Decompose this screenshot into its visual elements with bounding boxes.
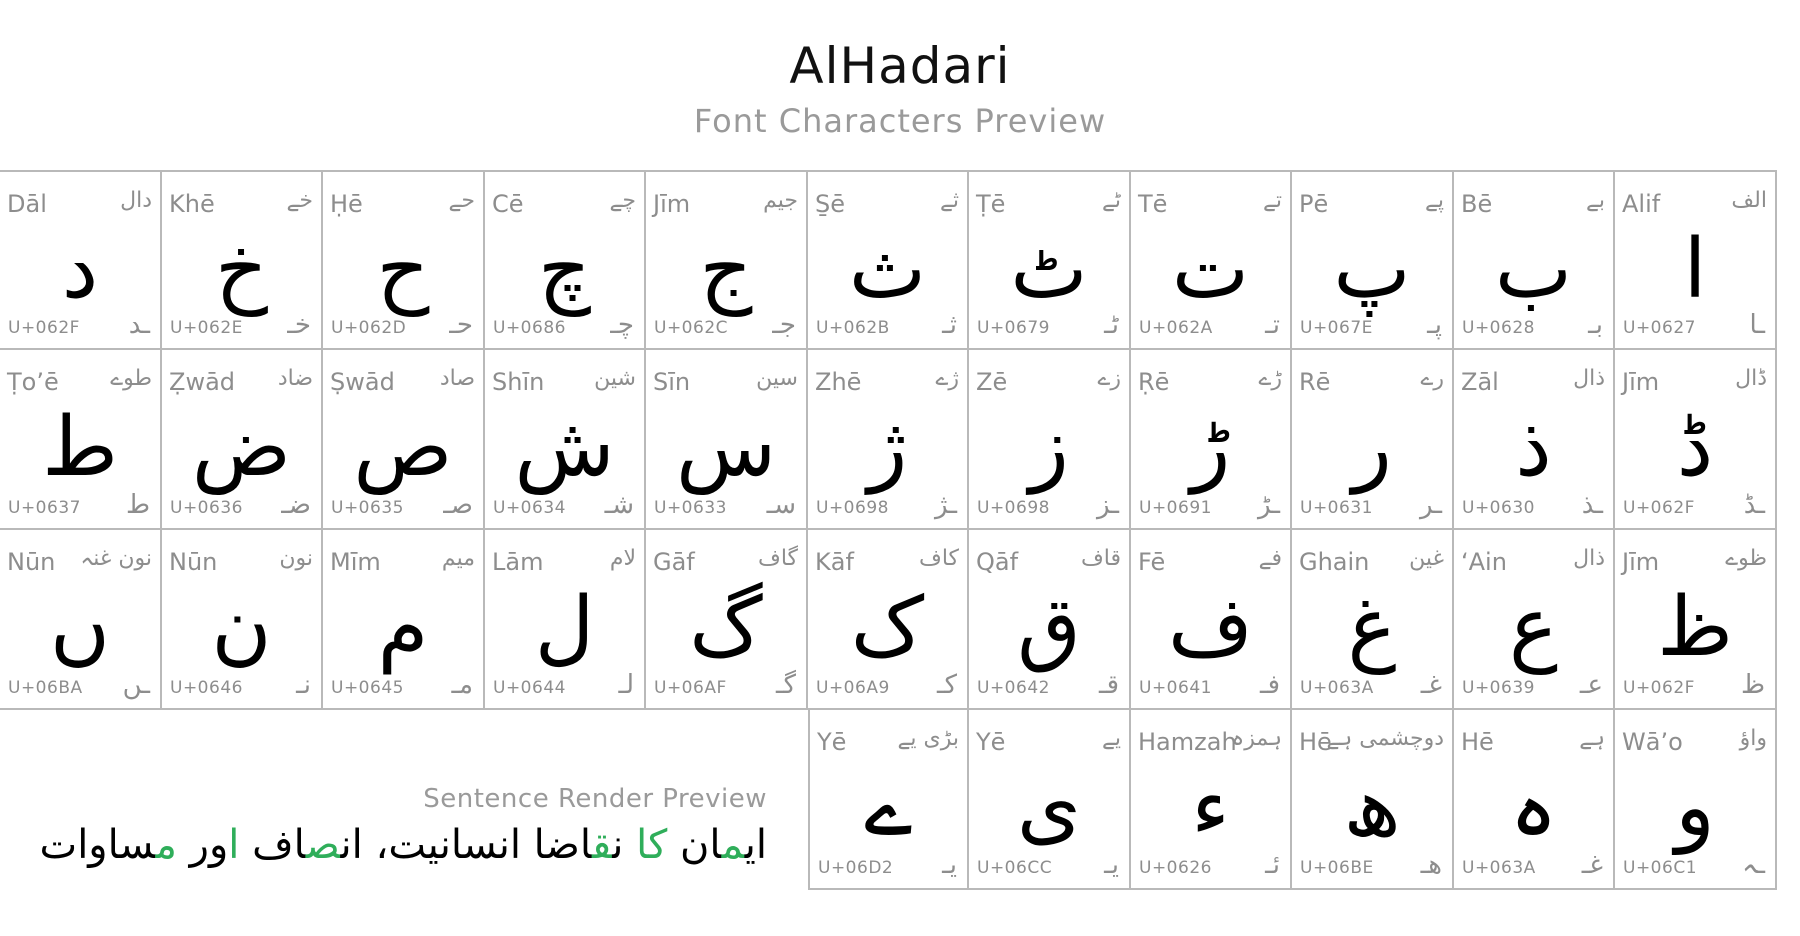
character-cell bbox=[808, 530, 969, 710]
character-codepoint: U+0626 bbox=[1139, 858, 1212, 878]
sentence-accent-segment: ا bbox=[228, 822, 240, 868]
character-name: Yē bbox=[817, 728, 847, 756]
character-joined-form: گـ bbox=[776, 670, 796, 700]
sentence-segment: اف bbox=[239, 822, 306, 868]
character-joined-form: عـ bbox=[1579, 670, 1603, 700]
character-glyph: ہ bbox=[1509, 760, 1558, 855]
character-cell bbox=[646, 170, 808, 350]
sentence-segment: انسانیت، ان bbox=[340, 822, 521, 868]
character-cell bbox=[1292, 530, 1454, 710]
character-name: S̱ē bbox=[815, 190, 845, 218]
character-cell bbox=[0, 530, 162, 710]
character-glyph: ٹ bbox=[1010, 222, 1088, 317]
character-urdu-name: کاف bbox=[919, 546, 959, 571]
character-joined-form: حـ bbox=[449, 310, 473, 340]
character-cell bbox=[485, 350, 646, 530]
character-cell bbox=[808, 170, 969, 350]
character-joined-form: شـ bbox=[604, 490, 634, 520]
character-name: Hē bbox=[1461, 728, 1494, 756]
character-name: Ṛē bbox=[1138, 368, 1170, 396]
character-urdu-name: ضاد bbox=[277, 366, 313, 391]
character-urdu-name: خے bbox=[286, 188, 313, 213]
character-name: Nūn bbox=[169, 548, 218, 576]
character-codepoint: U+0644 bbox=[493, 678, 566, 698]
character-cell bbox=[1292, 170, 1454, 350]
character-glyph: ط bbox=[42, 400, 118, 495]
character-urdu-name: صاد bbox=[439, 366, 475, 391]
character-codepoint: U+0636 bbox=[170, 498, 243, 518]
character-name: Rē bbox=[1299, 368, 1331, 396]
character-cell bbox=[1454, 710, 1615, 890]
character-joined-form: ـژ bbox=[935, 490, 957, 520]
character-urdu-name: تے bbox=[1262, 188, 1282, 213]
character-name: Sīn bbox=[653, 368, 691, 396]
character-name: Ṣwād bbox=[330, 368, 395, 396]
sentence-segment: اضا bbox=[520, 822, 593, 868]
character-glyph: ش bbox=[514, 400, 615, 495]
character-cell bbox=[1131, 170, 1292, 350]
character-name: Ẓwād bbox=[169, 368, 236, 396]
character-codepoint: U+06A9 bbox=[816, 678, 890, 698]
character-grid bbox=[0, 170, 1800, 900]
character-urdu-name: ڈال bbox=[1735, 366, 1767, 391]
character-joined-form: ضـ bbox=[281, 490, 311, 520]
character-urdu-name: غین bbox=[1409, 546, 1444, 571]
character-codepoint: U+062F bbox=[1623, 498, 1695, 518]
character-cell bbox=[1292, 350, 1454, 530]
character-urdu-name: پے bbox=[1424, 188, 1444, 213]
sentence-accent-segment: ق bbox=[592, 822, 613, 868]
character-urdu-name: بڑی یے bbox=[897, 726, 959, 751]
character-urdu-name: رے bbox=[1420, 366, 1444, 391]
character-urdu-name: ہمزہ bbox=[1231, 726, 1282, 751]
character-glyph: ک bbox=[850, 580, 925, 675]
character-joined-form: ـذ bbox=[1581, 490, 1603, 520]
character-name: ‘Ain bbox=[1461, 548, 1507, 576]
character-joined-form: قـ bbox=[1098, 670, 1119, 700]
character-glyph: ذ bbox=[1515, 400, 1552, 495]
character-codepoint: U+062F bbox=[8, 318, 80, 338]
character-urdu-name: فے bbox=[1258, 546, 1282, 571]
character-cell bbox=[1131, 710, 1292, 890]
sentence-segment: ای bbox=[744, 822, 767, 868]
character-glyph: ج bbox=[699, 222, 753, 317]
character-codepoint: U+06CC bbox=[977, 858, 1053, 878]
character-codepoint: U+062D bbox=[331, 318, 407, 338]
sentence-segment: ساوات bbox=[39, 822, 156, 868]
character-cell bbox=[808, 710, 969, 890]
character-urdu-name: یے bbox=[1101, 726, 1121, 751]
character-codepoint: U+0634 bbox=[493, 498, 566, 518]
character-glyph: ز bbox=[1029, 400, 1069, 495]
character-cell bbox=[0, 170, 162, 350]
character-cell bbox=[162, 530, 323, 710]
character-cell bbox=[162, 170, 323, 350]
character-name: Fē bbox=[1138, 548, 1166, 576]
character-name: Ṭo’ē bbox=[7, 368, 59, 396]
character-glyph: ر bbox=[1352, 400, 1392, 495]
sentence-segment: ور bbox=[176, 822, 229, 868]
character-urdu-name: ڑے bbox=[1258, 366, 1282, 391]
character-joined-form: یـ bbox=[942, 850, 957, 880]
character-cell bbox=[969, 710, 1131, 890]
character-joined-form: ط bbox=[125, 490, 150, 520]
character-codepoint: U+062A bbox=[1139, 318, 1213, 338]
character-glyph: ق bbox=[1017, 580, 1081, 675]
character-joined-form: ئـ bbox=[1265, 850, 1280, 880]
character-cell bbox=[969, 170, 1131, 350]
character-joined-form: غـ bbox=[1581, 850, 1603, 880]
character-name: Tē bbox=[1138, 190, 1168, 218]
character-urdu-name: ظوے bbox=[1725, 546, 1767, 571]
character-cell bbox=[1454, 170, 1615, 350]
character-urdu-name: سین bbox=[756, 366, 798, 391]
character-codepoint: U+0646 bbox=[170, 678, 243, 698]
character-codepoint: U+067E bbox=[1300, 318, 1373, 338]
character-cell bbox=[1454, 350, 1615, 530]
character-codepoint: U+062C bbox=[654, 318, 729, 338]
character-name: Ḥē bbox=[330, 190, 363, 218]
character-cell bbox=[1131, 350, 1292, 530]
character-glyph: م bbox=[377, 580, 429, 675]
character-urdu-name: شین bbox=[594, 366, 636, 391]
character-name: Cē bbox=[492, 190, 524, 218]
character-codepoint: U+0698 bbox=[977, 498, 1050, 518]
character-codepoint: U+0630 bbox=[1462, 498, 1535, 518]
sentence-accent-segment: ص bbox=[305, 822, 341, 868]
character-urdu-name: بے bbox=[1585, 188, 1605, 213]
character-glyph: ض bbox=[191, 400, 292, 495]
character-urdu-name: الف bbox=[1731, 188, 1767, 213]
sentence-segment: ن bbox=[612, 822, 624, 868]
character-name: Jīm bbox=[1622, 368, 1660, 396]
character-codepoint: U+0637 bbox=[8, 498, 81, 518]
character-urdu-name: ٹے bbox=[1101, 188, 1121, 213]
character-joined-form: سـ bbox=[766, 490, 796, 520]
character-glyph: د bbox=[61, 222, 99, 317]
character-glyph: ح bbox=[376, 222, 430, 317]
character-glyph: ث bbox=[848, 222, 927, 317]
character-cell bbox=[485, 170, 646, 350]
character-glyph: ڑ bbox=[1190, 400, 1231, 495]
character-joined-form: ٹـ bbox=[1104, 310, 1119, 340]
character-codepoint: U+0633 bbox=[654, 498, 727, 518]
character-joined-form: لـ bbox=[618, 670, 634, 700]
character-urdu-name: گاف bbox=[758, 546, 798, 571]
character-urdu-name: ذال bbox=[1573, 546, 1605, 571]
character-joined-form: بـ bbox=[1588, 310, 1603, 340]
character-codepoint: U+0628 bbox=[1462, 318, 1535, 338]
character-name: Jīm bbox=[1622, 548, 1660, 576]
character-name: Shīn bbox=[492, 368, 545, 396]
character-joined-form: فـ bbox=[1259, 670, 1280, 700]
character-glyph: س bbox=[675, 400, 777, 495]
character-name: Zē bbox=[976, 368, 1008, 396]
character-cell bbox=[1454, 530, 1615, 710]
character-cell bbox=[646, 350, 808, 530]
character-name: Wā’o bbox=[1622, 728, 1683, 756]
page-subtitle: Font Characters Preview bbox=[693, 102, 1107, 140]
character-glyph: خ bbox=[215, 222, 268, 317]
character-codepoint: U+0645 bbox=[331, 678, 404, 698]
character-urdu-name: نون غنہ bbox=[80, 546, 152, 571]
character-joined-form: ـڈ bbox=[1743, 490, 1765, 520]
sentence-preview-text bbox=[40, 822, 767, 868]
character-codepoint: U+063A bbox=[1300, 678, 1374, 698]
character-name: Kāf bbox=[815, 548, 854, 576]
character-urdu-name: قاف bbox=[1080, 546, 1121, 571]
character-codepoint: U+0641 bbox=[1139, 678, 1212, 698]
character-glyph: ع bbox=[1509, 580, 1558, 675]
character-glyph: گ bbox=[689, 580, 763, 675]
character-name: Mīm bbox=[330, 548, 381, 576]
character-cell bbox=[969, 530, 1131, 710]
character-joined-form: ـر bbox=[1420, 490, 1442, 520]
character-joined-form: ـہ bbox=[1742, 850, 1765, 880]
character-cell bbox=[969, 350, 1131, 530]
character-urdu-name: طوے bbox=[110, 366, 152, 391]
character-cell bbox=[0, 350, 162, 530]
character-name: Jīm bbox=[653, 190, 691, 218]
character-glyph: ڈ bbox=[1676, 400, 1714, 495]
character-name: Khē bbox=[169, 190, 215, 218]
character-urdu-name: ذال bbox=[1573, 366, 1605, 391]
character-joined-form: چـ bbox=[610, 310, 634, 340]
character-cell bbox=[323, 350, 485, 530]
character-name: Gāf bbox=[653, 548, 695, 576]
character-glyph: ے bbox=[864, 760, 913, 855]
character-cell bbox=[323, 170, 485, 350]
character-joined-form: پـ bbox=[1427, 310, 1442, 340]
character-urdu-name: دوچشمی ہے bbox=[1326, 726, 1444, 751]
character-name: Bē bbox=[1461, 190, 1493, 218]
character-name: Pē bbox=[1299, 190, 1329, 218]
character-urdu-name: ثے bbox=[939, 188, 959, 213]
character-codepoint: U+0635 bbox=[331, 498, 404, 518]
character-codepoint: U+06BE bbox=[1300, 858, 1374, 878]
character-name: Dāl bbox=[7, 190, 47, 218]
character-urdu-name: زے bbox=[1097, 366, 1121, 391]
character-codepoint: U+062B bbox=[816, 318, 890, 338]
character-urdu-name: دال bbox=[120, 188, 152, 213]
character-cell bbox=[1615, 530, 1777, 710]
character-cell bbox=[1615, 710, 1777, 890]
character-joined-form: ظ bbox=[1740, 670, 1765, 700]
character-joined-form: ـں bbox=[122, 670, 150, 700]
character-name: Ṭē bbox=[976, 190, 1006, 218]
character-name: Hē bbox=[1299, 728, 1332, 756]
character-codepoint: U+063A bbox=[1462, 858, 1536, 878]
character-name: Zhē bbox=[815, 368, 862, 396]
character-joined-form: ـا bbox=[1749, 310, 1765, 340]
character-urdu-name: حے bbox=[448, 188, 475, 213]
character-codepoint: U+062E bbox=[170, 318, 243, 338]
sentence-accent-segment: م bbox=[155, 822, 177, 868]
character-glyph: ء bbox=[1191, 760, 1230, 855]
character-codepoint: U+0631 bbox=[1300, 498, 1373, 518]
character-joined-form: صـ bbox=[443, 490, 473, 520]
character-name: Ghain bbox=[1299, 548, 1370, 576]
page-title: AlHadari bbox=[789, 37, 1011, 95]
sentence-preview-label: Sentence Render Preview bbox=[423, 784, 767, 814]
character-joined-form: ثـ bbox=[942, 310, 957, 340]
character-name: Zāl bbox=[1461, 368, 1499, 396]
character-joined-form: نـ bbox=[296, 670, 311, 700]
character-codepoint: U+0627 bbox=[1623, 318, 1696, 338]
character-codepoint: U+0642 bbox=[977, 678, 1050, 698]
character-codepoint: U+0679 bbox=[977, 318, 1050, 338]
character-joined-form: تـ bbox=[1265, 310, 1280, 340]
character-glyph: ل bbox=[534, 580, 595, 675]
character-joined-form: ـڑ bbox=[1258, 490, 1280, 520]
character-name: Alif bbox=[1622, 190, 1661, 218]
character-joined-form: مـ bbox=[451, 670, 473, 700]
character-cell bbox=[1131, 530, 1292, 710]
character-codepoint: U+06AF bbox=[654, 678, 727, 698]
character-joined-form: ـد bbox=[128, 310, 150, 340]
character-glyph: ں bbox=[49, 580, 111, 675]
character-joined-form: کـ bbox=[937, 670, 957, 700]
character-cell bbox=[646, 530, 808, 710]
character-codepoint: U+06D2 bbox=[818, 858, 894, 878]
character-codepoint: U+0691 bbox=[1139, 498, 1212, 518]
character-urdu-name: واؤ bbox=[1739, 726, 1767, 751]
character-glyph: چ bbox=[538, 222, 591, 317]
character-joined-form: یـ bbox=[1104, 850, 1119, 880]
character-name: Lām bbox=[492, 548, 544, 576]
character-glyph: ظ bbox=[1657, 580, 1733, 675]
character-codepoint: U+06C1 bbox=[1623, 858, 1698, 878]
character-joined-form: ھـ bbox=[1420, 850, 1442, 880]
character-name: Nūn bbox=[7, 548, 56, 576]
character-cell bbox=[1615, 170, 1777, 350]
character-glyph: ت bbox=[1171, 222, 1250, 317]
character-glyph: ص bbox=[353, 400, 453, 495]
character-glyph: ن bbox=[211, 580, 272, 675]
character-urdu-name: جیم bbox=[763, 188, 798, 213]
sentence-accent-segment: کا bbox=[623, 822, 668, 868]
sentence-segment: ان bbox=[667, 822, 722, 868]
character-joined-form: غـ bbox=[1420, 670, 1442, 700]
character-glyph: ھ bbox=[1343, 760, 1401, 855]
character-urdu-name: نون bbox=[279, 546, 313, 571]
character-glyph: ف bbox=[1167, 580, 1253, 675]
character-cell bbox=[1292, 710, 1454, 890]
character-cell bbox=[162, 350, 323, 530]
character-joined-form: ـز bbox=[1097, 490, 1119, 520]
character-glyph: پ bbox=[1333, 222, 1411, 317]
character-name: Hamzah bbox=[1138, 728, 1237, 756]
character-urdu-name: ژے bbox=[935, 366, 959, 391]
character-glyph: غ bbox=[1347, 580, 1397, 675]
character-glyph: ب bbox=[1494, 222, 1573, 317]
character-name: Yē bbox=[976, 728, 1006, 756]
character-urdu-name: چے bbox=[609, 188, 636, 213]
character-codepoint: U+062F bbox=[1623, 678, 1695, 698]
character-cell bbox=[1615, 350, 1777, 530]
character-joined-form: جـ bbox=[772, 310, 796, 340]
character-cell bbox=[323, 530, 485, 710]
sentence-accent-segment: م bbox=[721, 822, 745, 868]
character-urdu-name: لام bbox=[609, 546, 636, 571]
character-glyph: و bbox=[1675, 760, 1715, 855]
character-name: Qāf bbox=[976, 548, 1019, 576]
character-codepoint: U+0698 bbox=[816, 498, 889, 518]
character-codepoint: U+0639 bbox=[1462, 678, 1535, 698]
character-urdu-name: میم bbox=[441, 546, 475, 571]
character-cell bbox=[485, 530, 646, 710]
character-cell bbox=[808, 350, 969, 530]
character-glyph: ژ bbox=[867, 400, 908, 495]
character-joined-form: خـ bbox=[287, 310, 311, 340]
character-codepoint: U+06BA bbox=[8, 678, 83, 698]
character-urdu-name: ہے bbox=[1579, 726, 1605, 751]
character-codepoint: U+0686 bbox=[493, 318, 566, 338]
character-glyph: ی bbox=[1016, 760, 1082, 855]
character-glyph: ا bbox=[1683, 222, 1707, 317]
